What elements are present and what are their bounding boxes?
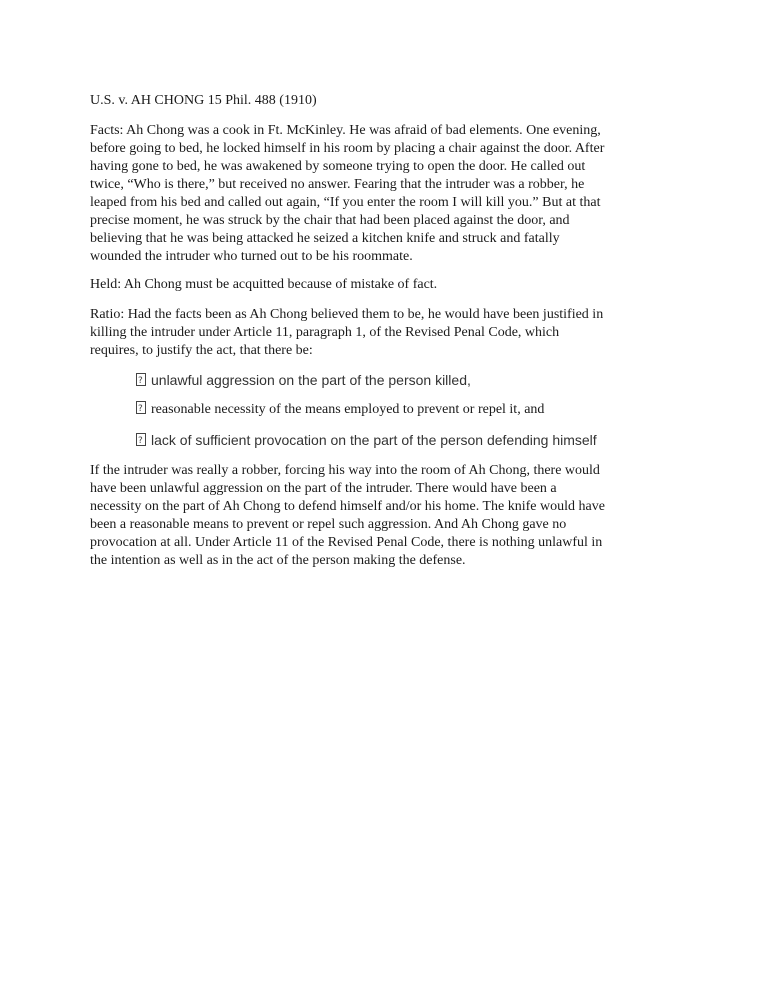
text-line: twice, “Who is there,” but received no answer. Fearing that the intruder was a robber, he [90, 177, 585, 192]
requirement-item [136, 370, 471, 390]
text-line: before going to bed, he locked himself in his room by placing a chair against the door. After [90, 141, 605, 156]
text-line: Ratio: Had the facts been as Ah Chong believed them to be, he would have been justified in [90, 307, 604, 322]
requirement-text: unlawful aggression on the part of the person killed, [151, 372, 471, 388]
missing-glyph-icon [136, 433, 146, 446]
held-paragraph [90, 276, 690, 294]
ratio-paragraph [90, 306, 690, 360]
conclusion-paragraph [90, 462, 690, 570]
text-line: necessity on the part of Ah Chong to defend himself and/or his home. The knife would have [90, 499, 605, 514]
text-line: killing the intruder under Article 11, paragraph 1, of the Revised Penal Code, which [90, 325, 560, 340]
missing-glyph-icon [136, 373, 146, 386]
text-line: Facts: Ah Chong was a cook in Ft. McKinley. He was afraid of bad elements. One evening, [90, 123, 601, 138]
text-line: been a reasonable means to prevent or repel such aggression. And Ah Chong gave no [90, 517, 567, 532]
requirement-item [136, 430, 597, 450]
requirement-text: reasonable necessity of the means employed to prevent or repel it, and [151, 402, 545, 417]
text-line: leaped from his bed and called out again, “If you enter the room I will kill you.” But at that [90, 195, 601, 210]
case-title: U.S. v. AH CHONG 15 Phil. 488 (1910) [90, 93, 317, 108]
requirement-item [136, 400, 544, 420]
text-line: Held: Ah Chong must be acquitted because of mistake of fact. [90, 277, 438, 292]
missing-glyph-icon [136, 401, 146, 414]
text-line: have been unlawful aggression on the part of the intruder. There would have been a [90, 481, 557, 496]
text-line: believing that he was being attacked he seized a kitchen knife and struck and fatally [90, 231, 560, 246]
text-line: requires, to justify the act, that there be: [90, 343, 313, 358]
text-line: the intention as well as in the act of the person making the defense. [90, 553, 466, 568]
text-line: wounded the intruder who turned out to be his roommate. [90, 249, 413, 264]
requirement-text: lack of sufficient provocation on the part of the person defending himself [151, 432, 597, 448]
facts-paragraph [90, 122, 690, 266]
text-line: provocation at all. Under Article 11 of the Revised Penal Code, there is nothing unlawful in [90, 535, 603, 550]
text-line: precise moment, he was struck by the chair that had been placed against the door, and [90, 213, 570, 228]
text-line: having gone to bed, he was awakened by someone trying to open the door. He called out [90, 159, 586, 174]
text-line: If the intruder was really a robber, forcing his way into the room of Ah Chong, there would [90, 463, 600, 478]
